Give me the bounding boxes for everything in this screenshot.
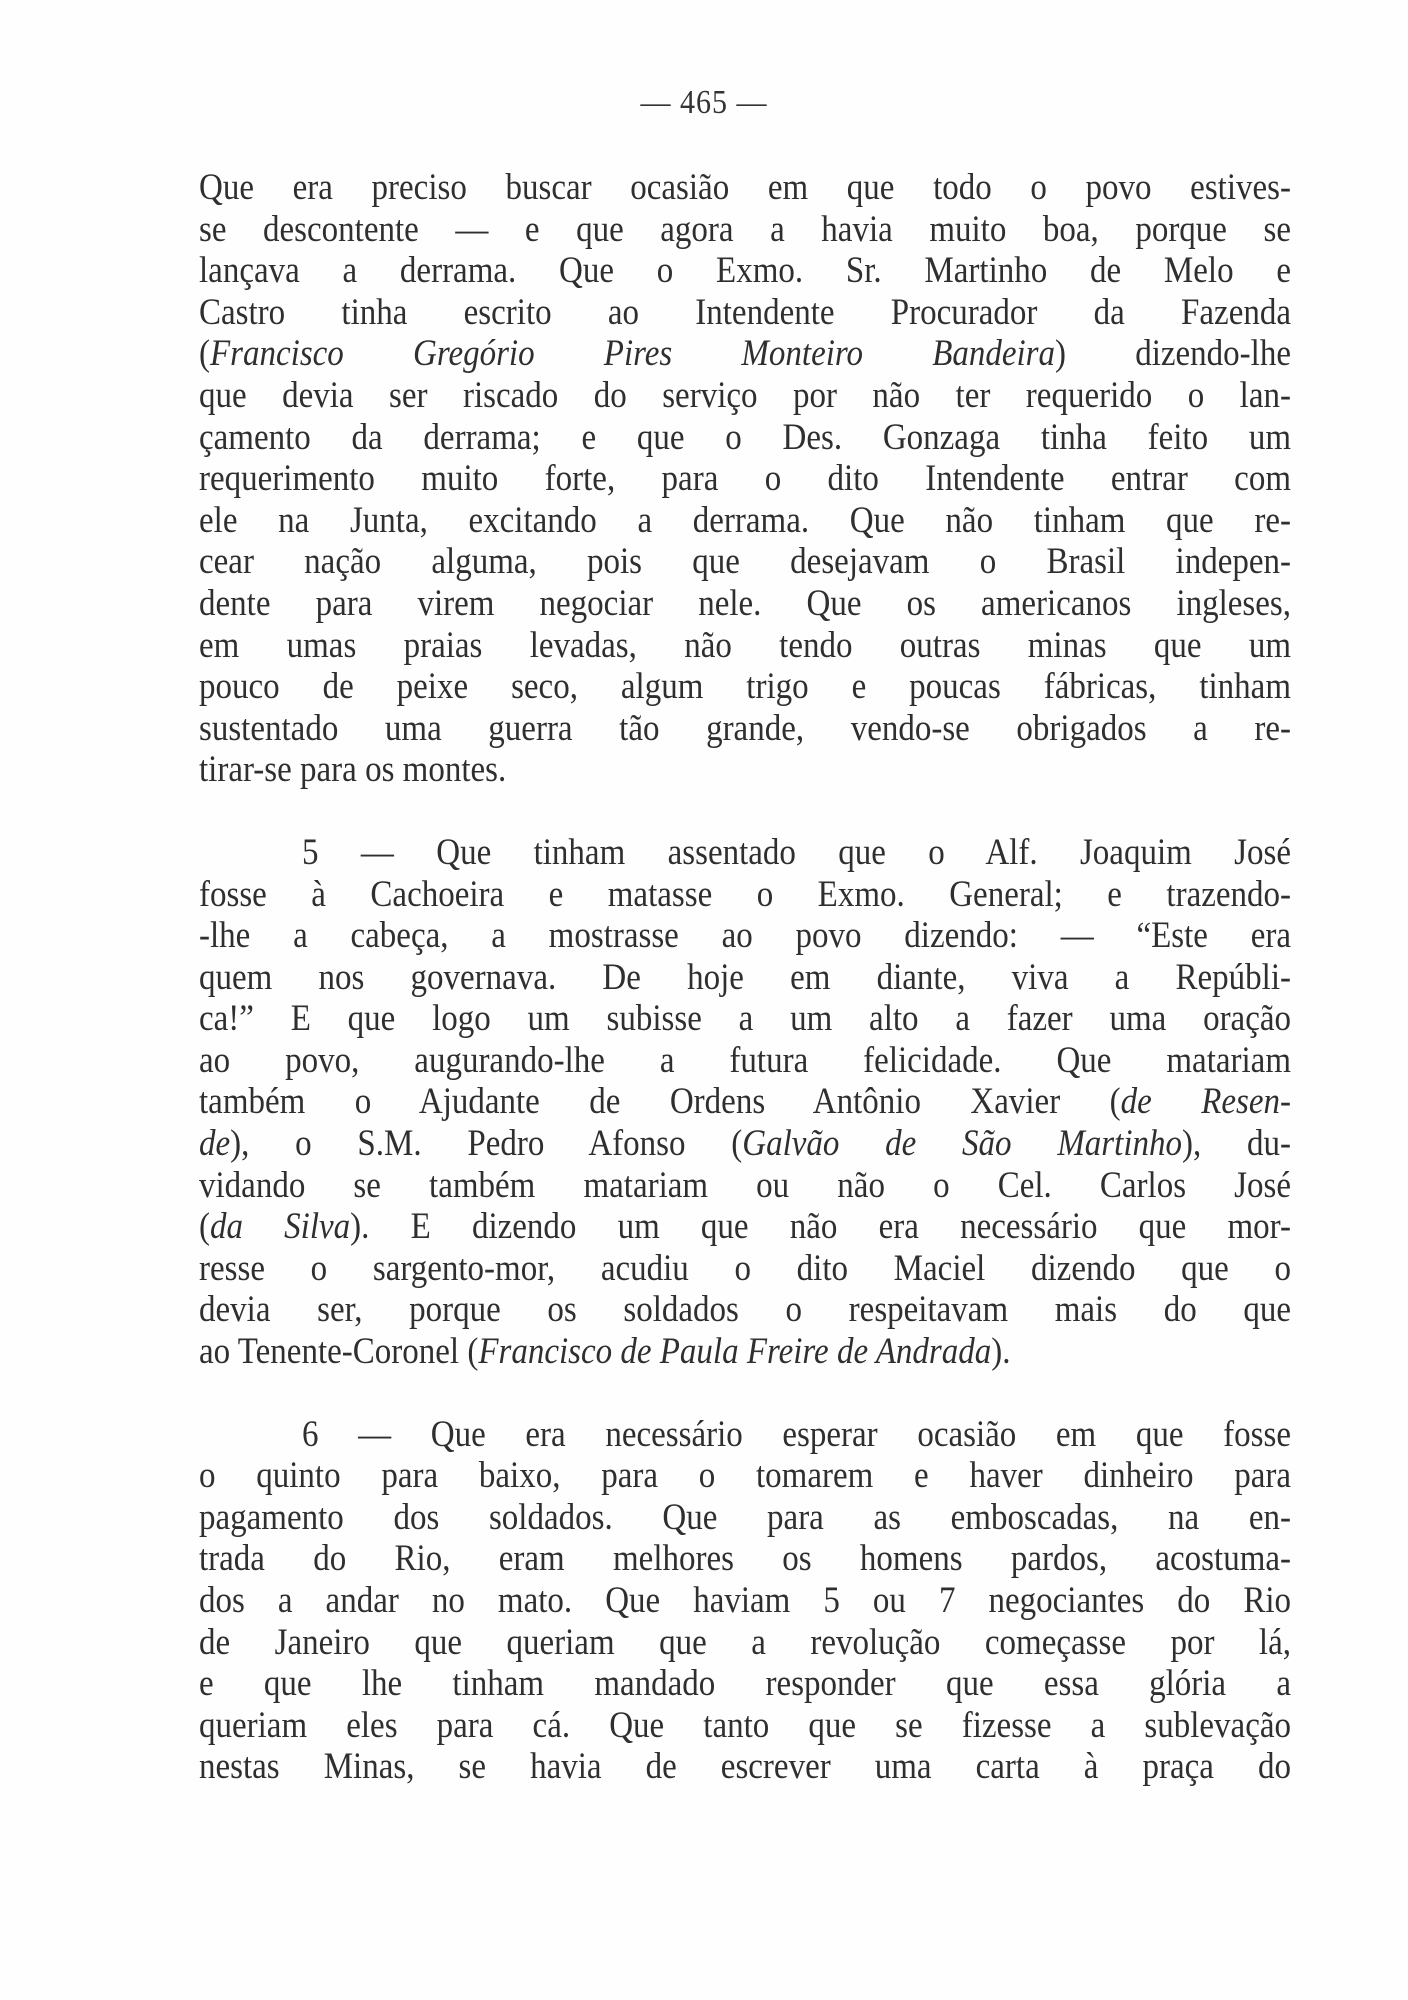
text-run: ). E dizendo um que não era necessário que mor-	[350, 1206, 1291, 1248]
text-line	[199, 1205, 1291, 1252]
italic-name: Galvão de São Martinho	[742, 1123, 1182, 1165]
text-run: ).	[991, 1331, 1011, 1373]
text-line: Que era preciso buscar ocasião em que todo o povo estives-	[199, 167, 1291, 209]
text-line: ele na Junta, excitando a derrama. Que não tinham que re-	[199, 500, 1291, 541]
text-run: ) dizendo-lhe	[1055, 334, 1291, 375]
italic-name: de Resen-	[1120, 1082, 1291, 1123]
body-text	[199, 168, 1291, 1789]
text-line: resse o sargento-mor, acudiu o dito Maciel dizendo que o	[199, 1248, 1291, 1289]
text-line: -lhe a cabeça, a mostrasse ao povo dizendo: — “Este era	[199, 915, 1291, 957]
text-line: quem nos governava. De hoje em diante, viva a Repúbli-	[199, 957, 1291, 998]
text-line: de Janeiro que queriam que a revolução começasse por lá,	[199, 1622, 1291, 1663]
page-number: — 465 —	[640, 83, 768, 121]
italic-name: de	[199, 1123, 231, 1165]
text-line: devia ser, porque os soldados o respeitavam mais do que	[199, 1290, 1291, 1331]
italic-name: da Silva	[210, 1206, 351, 1248]
text-line: em umas praias levadas, não tendo outras minas que um	[199, 625, 1291, 666]
text-run: (	[199, 334, 210, 375]
text-run: (	[199, 1206, 210, 1248]
text-line: lançava a derrama. Que o Exmo. Sr. Martinho de Melo e	[199, 250, 1291, 292]
text-line: Castro tinha escrito ao Intendente Procurador da Fazenda	[199, 292, 1291, 333]
text-line: 6 — Que era necessário esperar ocasião em que fosse	[302, 1414, 1291, 1455]
text-run: também o Ajudante de Ordens Antônio Xavier (	[199, 1082, 1121, 1123]
text-line: cear nação alguma, pois que desejavam o Brasil indepen-	[199, 542, 1291, 583]
text-run: ao Tenente-Coronel (	[199, 1331, 479, 1373]
text-line: çamento da derrama; e que o Des. Gonzaga tinha feito um	[199, 417, 1291, 458]
text-line: e que lhe tinham mandado responder que essa glória a	[199, 1663, 1291, 1705]
text-line: nestas Minas, se havia de escrever uma carta à praça do	[199, 1747, 1291, 1788]
text-line: pouco de peixe seco, algum trigo e poucas fábricas, tinham	[199, 666, 1291, 708]
italic-name: Francisco de Paula Freire de Andrada	[478, 1331, 992, 1373]
text-run: ), o S.M. Pedro Afonso (	[230, 1123, 743, 1165]
text-line: dos a andar no mato. Que haviam 5 ou 7 negociantes do Rio	[199, 1580, 1291, 1622]
text-line: vidando se também matariam ou não o Cel. Carlos José	[199, 1165, 1291, 1206]
text-line: pagamento dos soldados. Que para as emboscadas, na en-	[199, 1497, 1291, 1538]
italic-name: Francisco Gregório Pires Monteiro Bandeira	[210, 334, 1056, 375]
text-line: requerimento muito forte, para o dito Intendente entrar com	[199, 458, 1291, 500]
paragraph-2	[199, 833, 1291, 1374]
text-line: ca!” E que logo um subisse a um alto a fazer uma oração	[199, 999, 1291, 1040]
text-line: 5 — Que tinham assentado que o Alf. Joaquim José	[302, 832, 1291, 873]
paragraph-3	[199, 1415, 1291, 1789]
text-run: ), du-	[1182, 1123, 1291, 1165]
text-line: o quinto para baixo, para o tomarem e haver dinheiro para	[199, 1455, 1291, 1497]
text-line	[199, 332, 1291, 379]
text-line: que devia ser riscado do serviço por não ter requerido o lan-	[199, 375, 1291, 417]
text-line	[199, 1080, 1291, 1127]
text-line: fosse à Cachoeira e matasse o Exmo. General; e trazendo-	[199, 874, 1291, 915]
text-line: se descontente — e que agora a havia muito boa, porque se	[199, 209, 1291, 250]
text-line: sustentado uma guerra tão grande, vendo-se obrigados a re-	[199, 708, 1291, 749]
text-line: queriam eles para cá. Que tanto que se fizesse a sublevação	[199, 1705, 1291, 1746]
text-line: tirar-se para os montes.	[199, 750, 507, 791]
text-line	[199, 1122, 1291, 1169]
paragraph-1	[199, 168, 1291, 792]
text-line: dente para virem negociar nele. Que os americanos ingleses,	[199, 583, 1291, 625]
text-line	[199, 1330, 1291, 1377]
text-line: trada do Rio, eram melhores os homens pardos, acostuma-	[199, 1539, 1291, 1580]
text-line: ao povo, augurando-lhe a futura felicidade. Que matariam	[199, 1040, 1291, 1081]
